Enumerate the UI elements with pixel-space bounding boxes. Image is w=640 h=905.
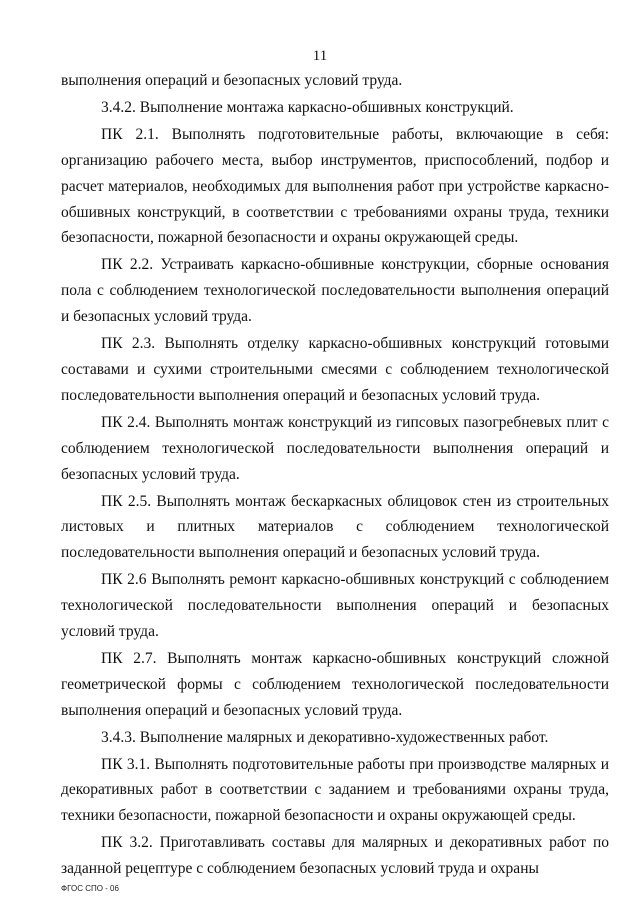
- document-body: [61, 68, 609, 883]
- paragraph-pk-2-2: ПК 2.2. Устраивать каркасно-обшивные конструкции, сборные основания пола с соблюдением технологической последовательности выполнения операций и безопасных условий труда.: [61, 256, 609, 326]
- page-number: 11: [312, 48, 328, 64]
- section-heading-3-4-3: 3.4.3. Выполнение малярных и декоративно-художественных работ.: [101, 728, 549, 746]
- paragraph-pk-3-2: ПК 3.2. Приготавливать составы для малярных и декоративных работ по заданной рецептуре с соблюдением безопасных условий труда и охраны: [61, 834, 609, 878]
- paragraph-pk-2-1: ПК 2.1. Выполнять подготовительные работы, включающие в себя: организацию рабочего места, выбор инструментов, приспособлений, подбор и расчет материалов, необходимых для выполнения работ при устройстве каркасно-обшивных конструкций, в соответствии с требованиями охраны труда, техники безопасности, пожарной безопасности и охраны окружающей среды.: [61, 125, 609, 247]
- paragraph-pk-2-3: ПК 2.3. Выполнять отделку каркасно-обшивных конструкций готовыми составами и сухими строительными смесями с соблюдением технологической последовательности выполнения операций и безопасных условий труда.: [61, 335, 609, 404]
- paragraph-pk-2-7: ПК 2.7. Выполнять монтаж каркасно-обшивных конструкций сложной геометрической формы с соблюдением технологической последовательности выполнения операций и безопасных условий труда.: [61, 649, 609, 719]
- paragraph-pk-2-4: ПК 2.4. Выполнять монтаж конструкций из гипсовых пазогребневых плит с соблюдением технологической последовательности выполнения операций и безопасных условий труда.: [61, 413, 609, 483]
- footer-document-code: ФГОС СПО - 06: [61, 884, 119, 893]
- section-heading-3-4-2: 3.4.2. Выполнение монтажа каркасно-обшивных конструкций.: [101, 98, 514, 116]
- paragraph-pk-2-6: ПК 2.6 Выполнять ремонт каркасно-обшивных конструкций с соблюдением технологической последовательности выполнения операций и безопасных условий труда.: [61, 571, 609, 641]
- paragraph-continuation: выполнения операций и безопасных условий труда.: [61, 72, 403, 89]
- paragraph-pk-3-1: ПК 3.1. Выполнять подготовительные работы при производстве малярных и декоративных работ в соответствии с заданием и требованиями охраны труда, техники безопасности, пожарной безопасности и охраны окружающей среды.: [61, 755, 609, 825]
- paragraph-pk-2-5: ПК 2.5. Выполнять монтаж бескаркасных облицовок стен из строительных листовых и плитных материалов с соблюдением технологической последовательности выполнения операций и безопасных условий труда.: [61, 492, 609, 562]
